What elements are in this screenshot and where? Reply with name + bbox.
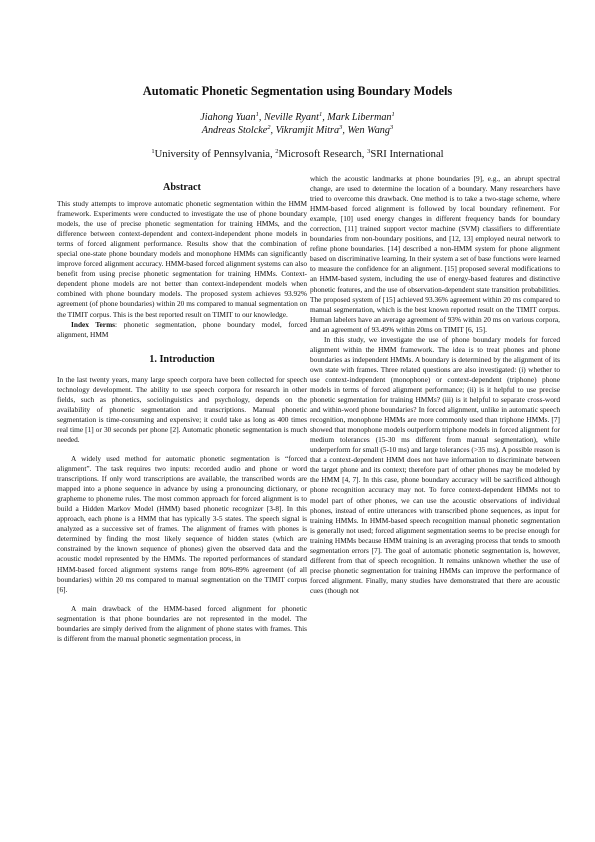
author-name: Vikramjit Mitra (275, 125, 340, 136)
index-terms-label: Index Terms (71, 319, 116, 329)
author-name: Wen Wang (347, 125, 390, 136)
index-terms-text: : phonetic segmentation, phone boundary model, forced alignment, HMM (57, 319, 307, 339)
affiliation-name: University of Pennsylvania (154, 149, 270, 160)
author-affil-mark: 2 (267, 124, 271, 131)
author-affil-mark: 1 (391, 111, 395, 118)
author-line-1: Jiahong Yuan$^1$, Neville Ryant$^1$, Mark Liberman$^1$ (200, 111, 395, 123)
left-column (57, 182, 307, 644)
affil-mark: 1 (151, 148, 155, 155)
author-name: Mark Liberman (327, 112, 392, 123)
paragraph: A main drawback of the HMM-based forced alignment for phonetic segmentation is that phone boundaries are not represented in the model. The boundaries are simply derived from the alignment of phone states with frames. This is different from the manual phonetic segmentation process, in (57, 603, 307, 643)
paper-title: Automatic Phonetic Segmentation using Boundary Models (142, 84, 453, 98)
author-name: Jiahong Yuan (200, 112, 256, 123)
paragraph: In this study, we investigate the use of phone boundary models for forced alignment within the HMM framework. The idea is to treat phones and phone boundaries as independent HMMs. A boundary is determined by the alignment of its own state with frames. Three related questions are also investigated: (i) whether to use context-independent (monophone) or context-dependent (triphone) phone models in terms of forced alignment performance; (ii) is it helpful to use precise phonetic segmentation for training HMMs? (iii) is it helpful to separate cross-word and within-word phone boundaries? In forced alignment, unlike in automatic speech recognition, monophone HMMs are more commonly used than triphone HMMs. [7] showed that monophone models outperform triphone models in forced alignment for medium tolerances (15-30 ms different from manual segmentation), while underperform for small (5-10 ms) and large tolerances (>35 ms). A possible reason is that a context-dependent HMM does not have information to discriminate between the target phone and its context; therefore part of other phones may be modeled by the HMM [4, 7]. In this case, phone boundary accuracy will be sacrificed although phone recognition accuracy may not. To force context-dependent HMMs not to model part of other phones, we can use the acoustic observations of individual phones, instead of entire utterances with transcribed phone sequences, as input for training HMMs. In HMM-based speech recognition manual phonetic segmentation is generally not used; forced alignment segmentation seems to be precise enough for training HMMs because HMM training is an averaging process that tends to smooth segmentation errors [7]. The goal of automatic phonetic segmentation is, however, different from that of speech recognition. It remains unknown whether the use of precise phonetic segmentation for training HMMs can improve the performance of forced alignment. Finally, many studies have demonstrated that there are acoustic cues (though not (310, 334, 560, 595)
author-name: Neville Ryant (263, 112, 319, 123)
index-terms (57, 320, 307, 340)
affiliation-name: Microsoft Research (278, 149, 362, 160)
author-affil-mark: 3 (390, 124, 394, 131)
affiliations: $^1$University of Pennsylvania, $^2$Microsoft Research, $^3$SRI International (151, 148, 444, 160)
affil-mark: 2 (275, 148, 279, 155)
author-name: Andreas Stolcke (201, 125, 268, 136)
abstract-heading: Abstract (163, 182, 201, 193)
abstract-text: This study attempts to improve automatic phonetic segmentation within the HMM framework. Experiments were conducted to investigate the use of phone boundary models, the use of precise phonetic segmentation for training HMMs, and the difference between context-dependent and context-independent phone models in terms of forced alignment performance. Results show that the combination of special one-state phone boundary models and monophone HMMs can significantly improve forced alignment accuracy. HMM-based forced alignment systems can also benefit from using precise phonetic segmentation for training HMMs. Context-dependent phone models are not better than context-independent models when combined with phone boundary models. The proposed system achieves 93.92% agreement (of phone boundaries) within 20 ms compared to manual segmentation on the TIMIT corpus. This is the best reported result on TIMIT to our knowledge. (57, 199, 307, 319)
section-heading-introduction: 1. Introduction (149, 353, 215, 365)
affiliation-name: SRI International (370, 149, 444, 160)
author-list (0, 111, 595, 137)
author-line-2: Andreas Stolcke$^2$, Vikramjit Mitra$^3$, Wen Wang$^3$ (201, 124, 394, 136)
author-affil-mark: 1 (255, 111, 259, 118)
paragraph: A widely used method for automatic phonetic segmentation is “forced alignment”. The task requires two inputs: recorded audio and phone or word transcriptions. If only word transcriptions are available, the transcribed words are mapped into a phone sequence in advance by using a pronouncing dictionary, or grapheme to phoneme rules. The most common approach for forced alignment is to build a Hidden Markov Model (HMM) based phonetic recognizer [3-8]. In this approach, each phone is a HMM that has typically 3-5 states. The speech signal is analyzed as a successive set of frames. The alignment of frames with phones is determined by finding the most likely sequence of hidden states (which are constrained by the known sequence of phones) given the observed data and the acoustic model represented by the HMMs. The reported performances of standard HMM-based forced alignment systems range from 80%-89% agreement (of all boundaries) within 20 ms compared to manual segmentation on the TIMIT corpus [6]. (57, 453, 307, 594)
author-affil-mark: 3 (339, 124, 343, 131)
right-column (310, 174, 560, 596)
paragraph: In the last twenty years, many large speech corpora have been collected for speech technology development. The ability to use speech corpora for research in other fields, such as phonetics, sociolinguistics and psychology, depends on the availability of phonetic segmentation and transcriptions. Manual phonetic segmentation is time-consuming and expensive; it could take as long as 400 times real time [1] or 30 seconds per phone [2]. Automatic phonetic segmentation is much needed. (57, 374, 307, 444)
author-affil-mark: 1 (318, 111, 323, 118)
paragraph: which the acoustic landmarks at phone boundaries [9], e.g., an abrupt spectral change, are used to determine the location of a boundary. Many researchers have tried to overcome this drawback. One method is to take a two-stage scheme, where HMM-based forced alignment is followed by local boundary refinement. For example, [10] used energy changes in different frequency bands for boundary correction, [11] trained support vector machine (SVM) classifiers to differentiate boundaries from non-boundary positions, and [12, 13] employed neural network to refine phone boundaries. [14] described a non-HMM system for phone alignment based on discriminative learning. In their system a set of base functions were learned to measure the confidence for an alignment. [15] proposed several modifications to an HMM-based system, including the use of energy-based features and distinctive phonetic features, and the use of observation-dependent state transition probabilities. The proposed system of [15] achieved 93.36% agreement within 20 ms compared to manual segmentation, which is the best known reported result on the TIMIT corpus. Human labelers have an average agreement of 93% within 20 ms on various corpora, and an agreement of 93.49% within 20ms on TIMIT [6, 15]. (310, 174, 561, 334)
affil-mark: 3 (367, 148, 371, 155)
